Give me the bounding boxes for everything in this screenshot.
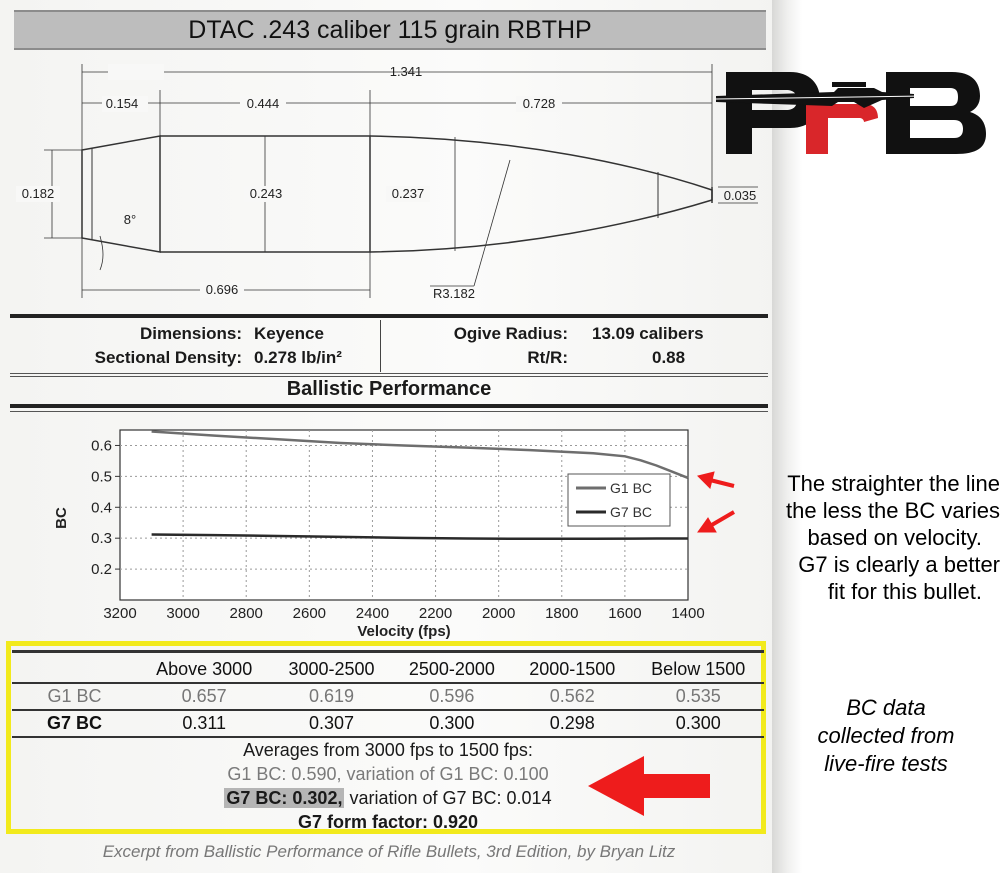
bullet-outline bbox=[82, 136, 160, 252]
x-tick-label: 2200 bbox=[418, 605, 453, 622]
y-tick-label: 0.5 bbox=[91, 468, 112, 486]
legend-label-g1: G1 BC bbox=[610, 480, 653, 496]
annotation-line-3: based on velocity. bbox=[807, 525, 982, 550]
spec-ogive-label: Ogive Radius: bbox=[453, 324, 568, 343]
bc-velocity-chart bbox=[30, 420, 720, 642]
spec-rtr-label: Rt/R: bbox=[527, 348, 568, 367]
x-tick-label: 2000 bbox=[481, 605, 516, 622]
column-header: 3000-2500 bbox=[271, 652, 391, 684]
table-cell: 0.562 bbox=[512, 683, 632, 710]
spec-sd-label: Sectional Density: bbox=[94, 348, 242, 367]
heading-rule-top bbox=[10, 404, 768, 408]
column-header: 2500-2000 bbox=[392, 652, 512, 684]
column-header: Below 1500 bbox=[632, 652, 764, 684]
logo-letter-p bbox=[726, 72, 820, 154]
dim-meplat-diameter: 0.035 bbox=[723, 188, 757, 203]
spec-rtr-value: 0.88 bbox=[652, 348, 686, 367]
table-cell: 0.298 bbox=[512, 710, 632, 737]
table-cell: 0.596 bbox=[392, 683, 512, 710]
bullet-drawing bbox=[0, 50, 780, 310]
source-caption: Excerpt from Ballistic Performance of Rifle Bullets, 3rd Edition, by Bryan Litz bbox=[102, 842, 676, 861]
legend-label-g7: G7 BC bbox=[610, 504, 653, 520]
table-cell: 0.300 bbox=[392, 710, 512, 737]
spec-rtr bbox=[408, 348, 685, 368]
x-tick-label: 1800 bbox=[545, 605, 579, 622]
dim-base-diameter: 0.182 bbox=[21, 186, 55, 201]
logo-letter-r bbox=[806, 104, 878, 154]
spec-rule-bottom bbox=[10, 373, 768, 374]
averages-heading: Averages from 3000 fps to 1500 fps: bbox=[243, 740, 533, 760]
chart-annotation bbox=[728, 470, 1000, 605]
g7-arrow-head bbox=[588, 756, 644, 816]
spec-dimensions bbox=[72, 324, 324, 344]
spec-dimensions-label: Dimensions: bbox=[139, 324, 242, 343]
spec-rule-bottom-2 bbox=[10, 376, 768, 377]
logo-letter-b bbox=[886, 72, 986, 154]
bc-note-line-3: live-fire tests bbox=[824, 751, 948, 776]
dim-bearing-length: 0.444 bbox=[246, 96, 280, 111]
spec-rule-top bbox=[10, 314, 768, 318]
column-header: Above 3000 bbox=[137, 652, 271, 684]
form-factor: G7 form factor: 0.920 bbox=[297, 812, 479, 832]
averages-g1: G1 BC: 0.590, variation of G1 BC: 0.100 bbox=[227, 764, 549, 784]
x-tick-label: 1400 bbox=[671, 605, 705, 622]
x-tick-label: 2600 bbox=[292, 605, 327, 622]
table-header-row bbox=[12, 652, 764, 684]
spec-sd-value: 0.278 lb/in² bbox=[254, 348, 342, 367]
annotation-line-1: The straighter the line bbox=[787, 471, 1000, 496]
dim-ogive-radius: R3.182 bbox=[433, 286, 475, 301]
g7-average-arrow bbox=[584, 752, 714, 822]
y-tick-label: 0.6 bbox=[91, 437, 112, 455]
table-row-g1 bbox=[12, 683, 764, 710]
y-tick-label: 0.3 bbox=[91, 530, 112, 548]
table-cell: 0.307 bbox=[271, 710, 391, 737]
spec-sectional-density bbox=[72, 348, 342, 368]
spec-block bbox=[10, 320, 768, 372]
dim-base-to-ogive: 0.696 bbox=[205, 282, 239, 297]
chart-legend bbox=[568, 474, 670, 526]
bc-note-line-2: collected from bbox=[817, 723, 955, 748]
table-cell: 0.657 bbox=[137, 683, 271, 710]
x-tick-label: 3200 bbox=[103, 605, 137, 622]
averages-g7-highlight: G7 BC: 0.302, bbox=[226, 788, 343, 808]
spec-ogive-value: 13.09 calibers bbox=[592, 324, 704, 343]
bullet-title: DTAC .243 caliber 115 grain RBTHP bbox=[14, 10, 766, 50]
dim-overall-length: 1.341 bbox=[389, 64, 423, 79]
x-tick-label: 3000 bbox=[166, 605, 200, 622]
x-tick-label: 2400 bbox=[355, 605, 390, 622]
annotation-line-2: the less the BC varies bbox=[786, 498, 1000, 523]
spec-ogive-radius bbox=[408, 324, 704, 344]
table-cell: 0.300 bbox=[632, 710, 764, 737]
table-cell: 0.311 bbox=[137, 710, 271, 737]
table-row-g7 bbox=[12, 710, 764, 737]
annotation-line-5: fit for this bullet. bbox=[827, 579, 982, 604]
dim-nose-length: 0.728 bbox=[522, 96, 556, 111]
bc-table bbox=[12, 650, 764, 738]
y-tick-label: 0.4 bbox=[91, 499, 112, 517]
dim-ogive-diameter: 0.237 bbox=[391, 186, 425, 201]
annotation-line-4: G7 is clearly a better bbox=[798, 552, 1000, 577]
bc-note-line-1: BC data bbox=[846, 695, 926, 720]
y-axis-title: BC bbox=[53, 507, 70, 529]
ballistic-performance-heading: Ballistic Performance bbox=[286, 378, 492, 400]
table-cell: 0.619 bbox=[271, 683, 391, 710]
x-tick-label: 1600 bbox=[608, 605, 642, 622]
x-axis-title: Velocity (fps) bbox=[357, 623, 451, 640]
arrow-g1-head bbox=[698, 472, 714, 488]
averages-g7-rest: variation of G7 BC: 0.014 bbox=[344, 788, 552, 808]
row-label: G1 BC bbox=[12, 683, 137, 710]
y-tick-label: 0.2 bbox=[91, 561, 112, 579]
bc-data-note bbox=[786, 694, 986, 778]
spec-dimensions-value: Keyence bbox=[254, 324, 324, 343]
g7-arrow-shaft bbox=[636, 774, 710, 798]
prb-logo bbox=[714, 62, 996, 162]
x-tick-label: 2800 bbox=[229, 605, 263, 622]
dim-boattail-length: 0.154 bbox=[105, 96, 139, 111]
table-cell: 0.535 bbox=[632, 683, 764, 710]
table-corner bbox=[12, 652, 137, 684]
spec-divider bbox=[380, 320, 381, 372]
dim-body-diameter: 0.243 bbox=[249, 186, 283, 201]
column-header: 2000-1500 bbox=[512, 652, 632, 684]
row-label: G7 BC bbox=[12, 710, 137, 737]
dim-boattail-angle: 8° bbox=[123, 212, 137, 227]
heading-rule-bottom bbox=[10, 411, 768, 412]
